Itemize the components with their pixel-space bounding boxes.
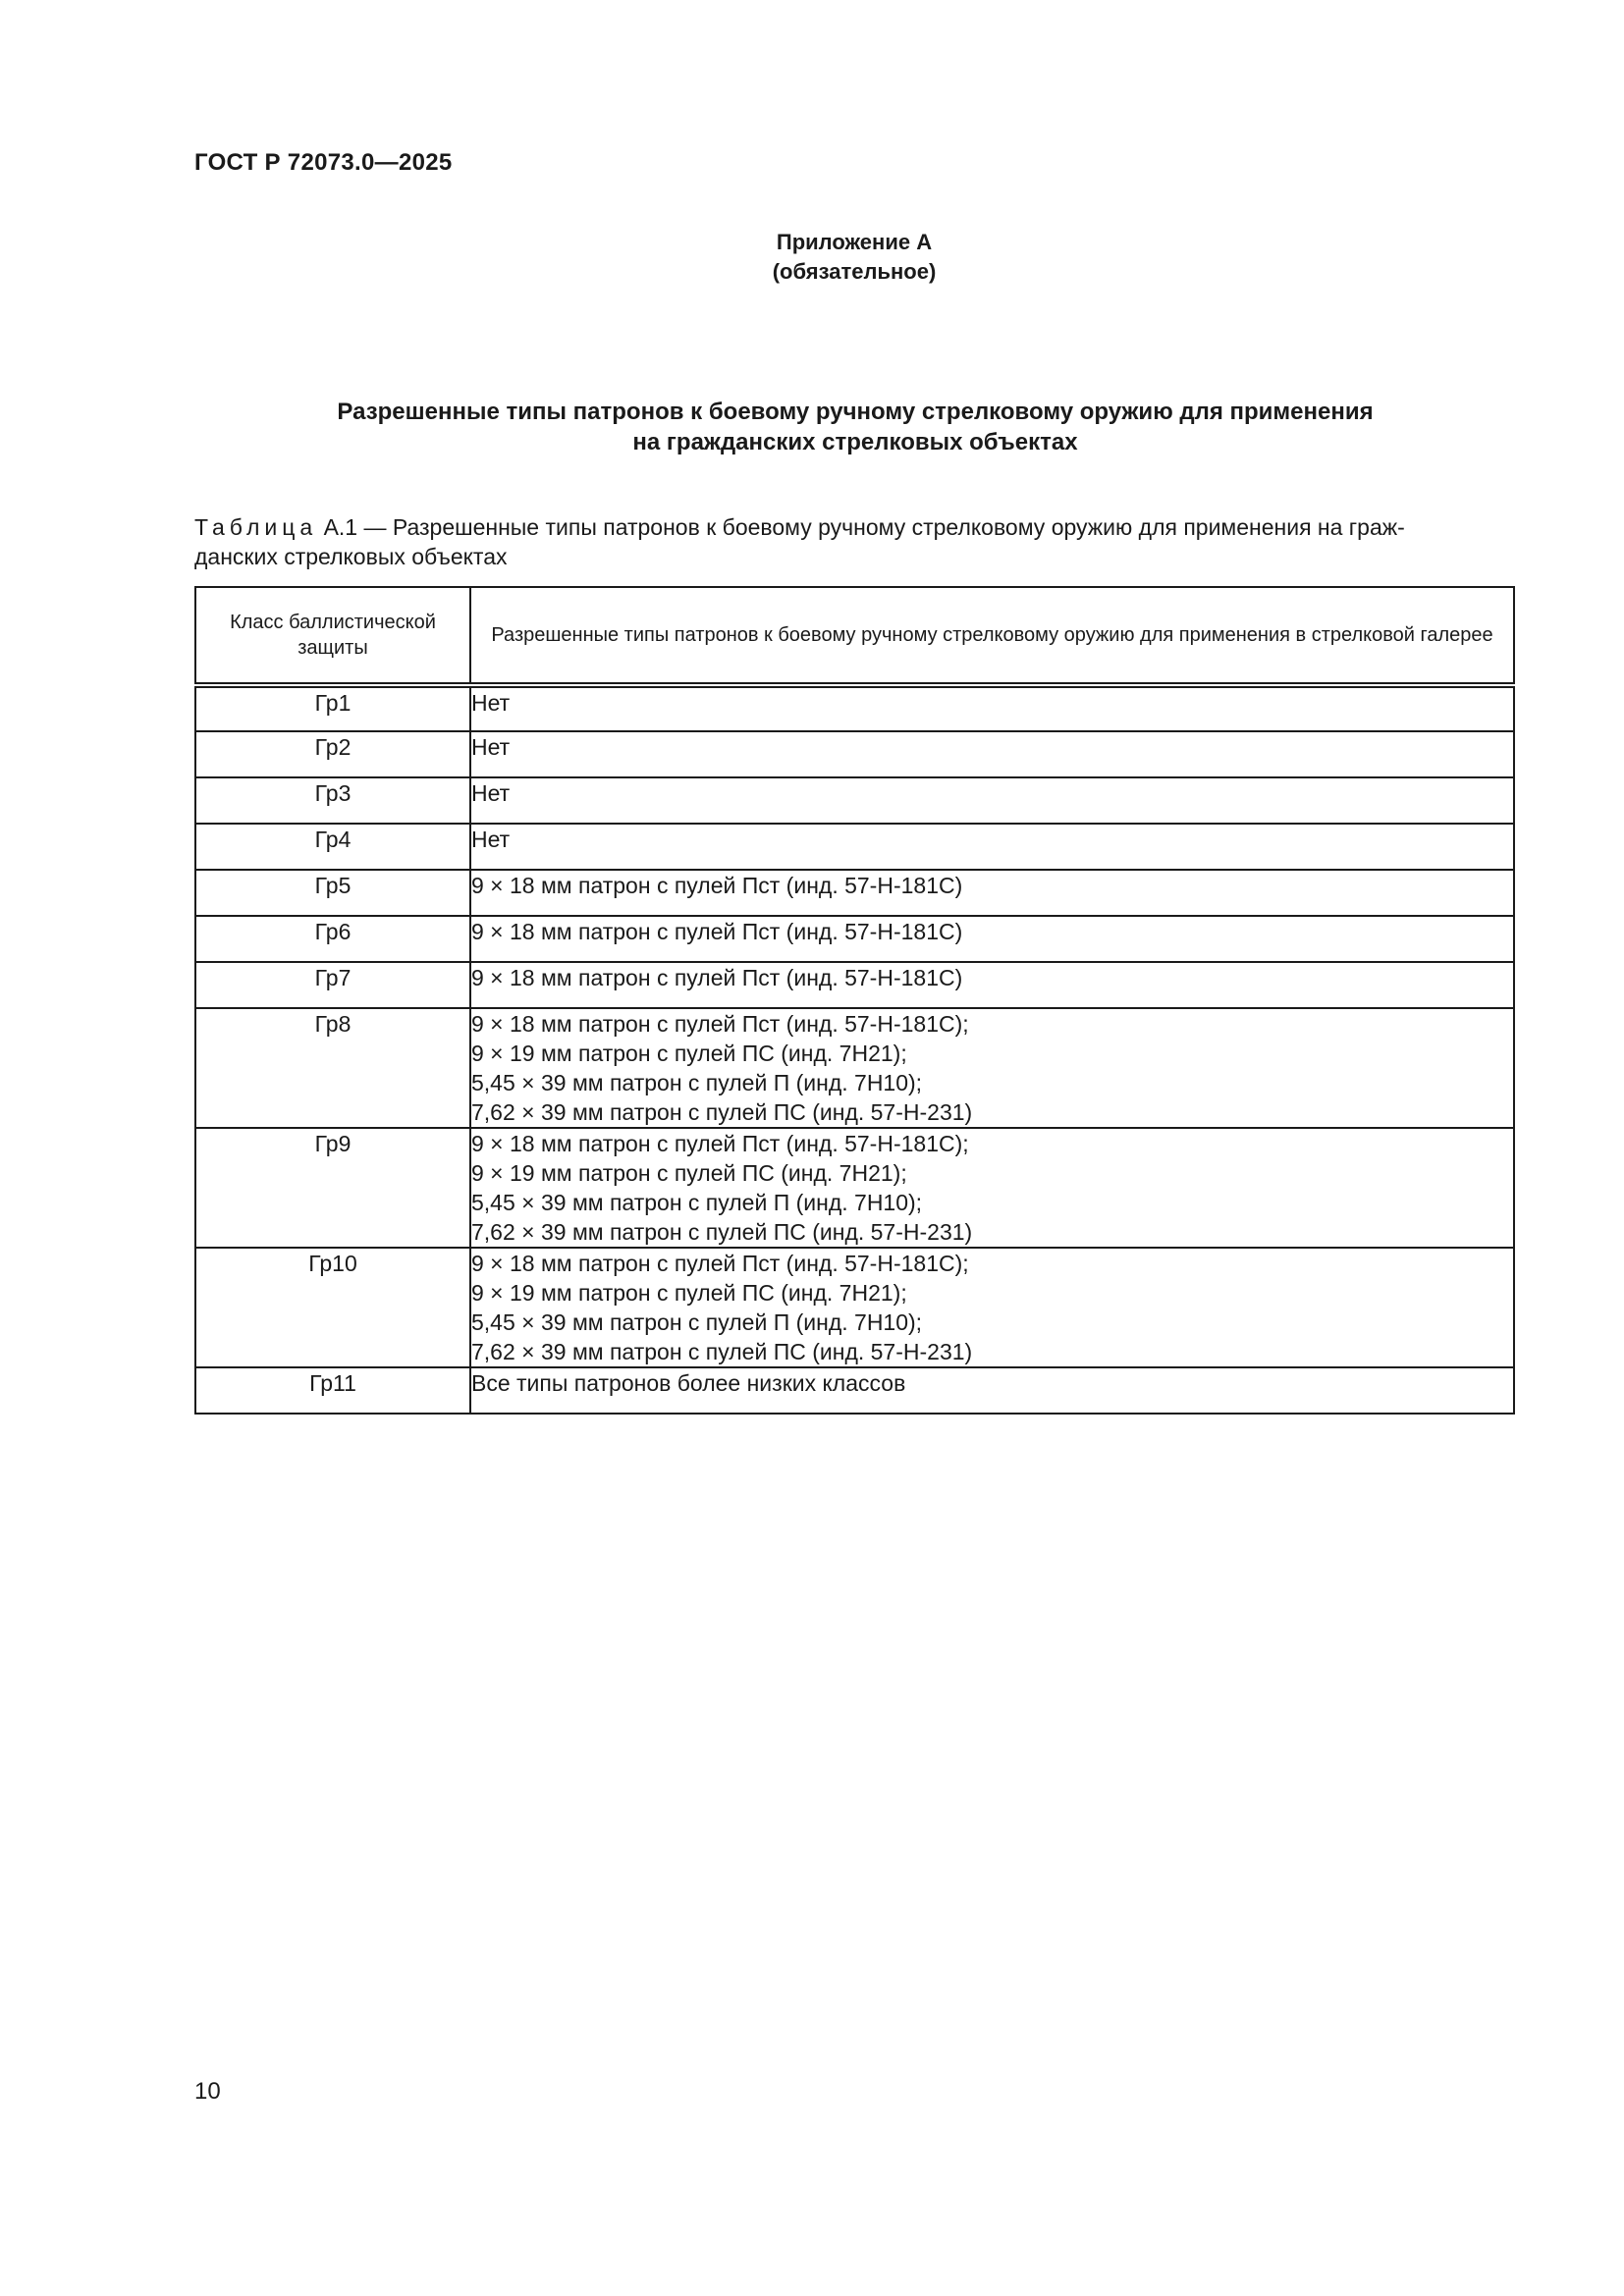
table-row — [195, 870, 1514, 916]
table-row — [195, 1248, 1514, 1367]
cartridge-line: 7,62 × 39 мм патрон с пулей ПС (инд. 57-Н-231) — [471, 1099, 973, 1125]
cartridge-types-cell — [470, 1367, 1514, 1414]
cartridge-line: 5,45 × 39 мм патрон с пулей П (инд. 7Н10); — [471, 1309, 923, 1335]
column-header-cartridges: Разрешенные типы патронов к боевому ручному стрелковому оружию для применения в стрелковой галерее — [470, 587, 1514, 685]
cartridge-types-cell — [470, 731, 1514, 777]
cartridge-line: Все типы патронов более низких классов — [471, 1370, 906, 1396]
table-caption-prefix: Таблица — [194, 514, 318, 540]
ballistic-class-cell: Гр6 — [195, 916, 470, 962]
cartridge-line: 5,45 × 39 мм патрон с пулей П (инд. 7Н10); — [471, 1190, 923, 1215]
appendix-label: Приложение А — [776, 230, 933, 254]
table-row — [195, 777, 1514, 824]
cartridge-types-cell — [470, 1008, 1514, 1128]
cartridge-line: 9 × 18 мм патрон с пулей Пст (инд. 57-Н-181С); — [471, 1251, 969, 1276]
cartridge-line: 9 × 18 мм патрон с пулей Пст (инд. 57-Н-181С) — [471, 965, 963, 990]
table-header-row — [195, 587, 1514, 685]
table-caption — [194, 512, 1520, 571]
cartridge-line: 9 × 18 мм патрон с пулей Пст (инд. 57-Н-181С) — [471, 919, 963, 944]
cartridge-line: Нет — [471, 780, 511, 806]
table-body — [195, 685, 1514, 1414]
cartridge-line: 5,45 × 39 мм патрон с пулей П (инд. 7Н10); — [471, 1070, 923, 1095]
appendix-title-line: на гражданских стрелковых объектах — [632, 429, 1078, 455]
appendix-title-line: Разрешенные типы патронов к боевому ручному стрелковому оружию для применения — [337, 399, 1374, 425]
cartridge-types-cell — [470, 1248, 1514, 1367]
ballistic-class-cell: Гр2 — [195, 731, 470, 777]
appendix-status: (обязательное) — [772, 259, 937, 284]
cartridge-line: 7,62 × 39 мм патрон с пулей ПС (инд. 57-Н-231) — [471, 1219, 973, 1245]
cartridge-types-cell — [470, 777, 1514, 824]
appendix-title — [194, 397, 1516, 457]
table-caption-text: А.1 — Разрешенные типы патронов к боевому ручному стрелковому оружию для применения на граж- — [317, 514, 1405, 540]
appendix-heading — [0, 228, 1624, 287]
cartridge-types-cell — [470, 870, 1514, 916]
table-row — [195, 962, 1514, 1008]
table-caption-text-continued: данских стрелковых объектах — [194, 544, 508, 569]
column-header-class: Класс баллистической защиты — [195, 587, 470, 685]
ballistic-class-cell: Гр3 — [195, 777, 470, 824]
table-row — [195, 916, 1514, 962]
cartridge-line: Нет — [471, 827, 511, 852]
table-row — [195, 685, 1514, 731]
cartridge-types-cell — [470, 962, 1514, 1008]
table-row — [195, 1128, 1514, 1248]
ballistic-class-cell: Гр7 — [195, 962, 470, 1008]
cartridge-line: 9 × 18 мм патрон с пулей Пст (инд. 57-Н-181С); — [471, 1011, 969, 1037]
cartridge-line: Нет — [471, 734, 511, 760]
cartridge-line: 9 × 19 мм патрон с пулей ПС (инд. 7Н21); — [471, 1160, 907, 1186]
ballistic-class-cell: Гр9 — [195, 1128, 470, 1248]
ballistic-class-cell: Гр10 — [195, 1248, 470, 1367]
ballistic-class-cell: Гр8 — [195, 1008, 470, 1128]
ballistic-class-cell: Гр5 — [195, 870, 470, 916]
table-row — [195, 1367, 1514, 1414]
cartridge-line: 9 × 18 мм патрон с пулей Пст (инд. 57-Н-181С); — [471, 1131, 969, 1156]
cartridge-line: 7,62 × 39 мм патрон с пулей ПС (инд. 57-Н-231) — [471, 1339, 973, 1364]
cartridge-line: 9 × 18 мм патрон с пулей Пст (инд. 57-Н-181С) — [471, 873, 963, 898]
cartridge-types-cell — [470, 916, 1514, 962]
cartridge-table — [194, 586, 1515, 1415]
cartridge-types-cell — [470, 824, 1514, 870]
table-row — [195, 731, 1514, 777]
document-code: ГОСТ Р 72073.0—2025 — [194, 149, 453, 176]
cartridge-line: 9 × 19 мм патрон с пулей ПС (инд. 7Н21); — [471, 1041, 907, 1066]
cartridge-line: 9 × 19 мм патрон с пулей ПС (инд. 7Н21); — [471, 1280, 907, 1306]
cartridge-types-cell — [470, 685, 1514, 731]
cartridge-types-cell — [470, 1128, 1514, 1248]
table-row — [195, 824, 1514, 870]
ballistic-class-cell: Гр11 — [195, 1367, 470, 1414]
ballistic-class-cell: Гр1 — [195, 685, 470, 731]
cartridge-line: Нет — [471, 690, 511, 716]
ballistic-class-cell: Гр4 — [195, 824, 470, 870]
table-row — [195, 1008, 1514, 1128]
page-number: 10 — [194, 2078, 221, 2105]
